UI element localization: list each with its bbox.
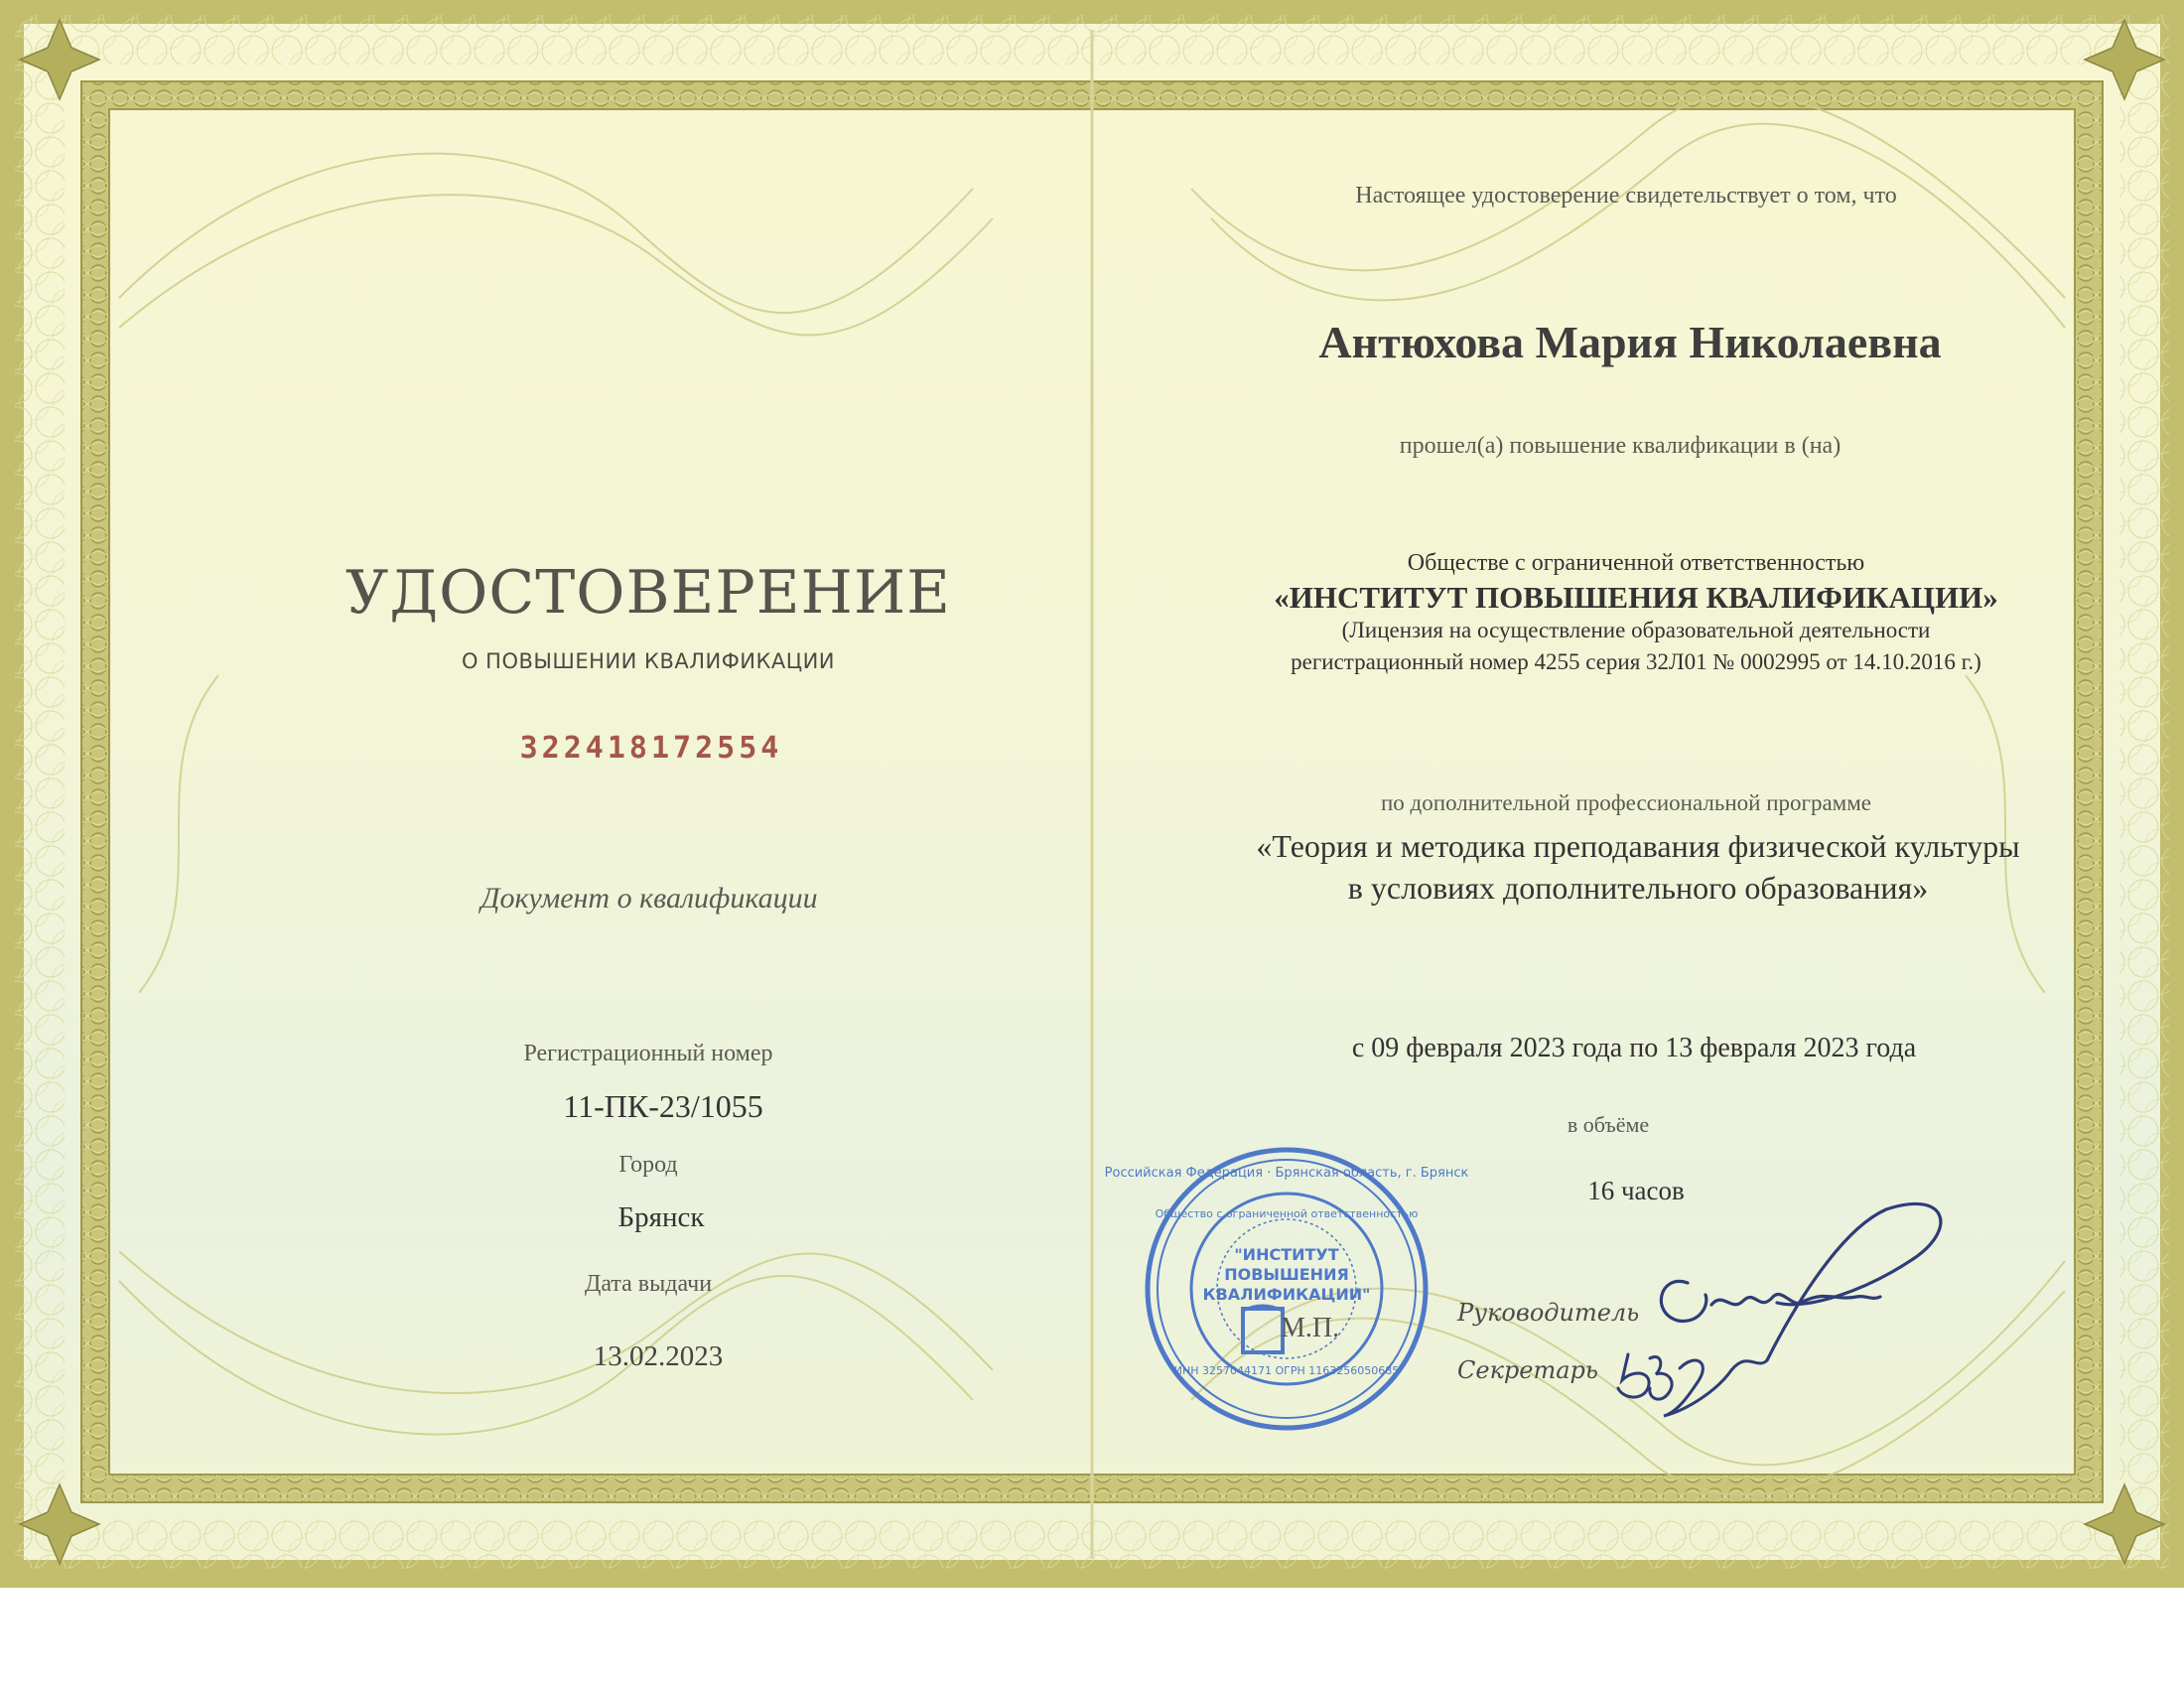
stamp-ids: ИНН 3257044171 ОГРН 1163256050685 — [1173, 1364, 1400, 1377]
document-type: Документ о квалификации — [480, 882, 818, 914]
license-line-1: (Лицензия на осуществление образовательной деятельности — [1341, 618, 1931, 642]
stamp-center-line-2: ПОВЫШЕНИЯ — [1224, 1265, 1349, 1284]
registration-number: 11-ПК-23/1055 — [563, 1088, 763, 1124]
license-line-2: регистрационный номер 4255 серия 32Л01 № 0002995 от 14.10.2016 г.) — [1291, 649, 1981, 674]
volume-value: 16 часов — [1587, 1176, 1685, 1205]
document-subtitle: О ПОВЫШЕНИИ КВАЛИФИКАЦИИ — [461, 649, 836, 673]
registration-label: Регистрационный номер — [523, 1041, 773, 1066]
city-value: Брянск — [617, 1201, 705, 1233]
program-name-line-2: в условиях дополнительного образования» — [1347, 870, 1929, 906]
program-label: по дополнительной профессиональной программе — [1381, 790, 1871, 815]
volume-label: в объёме — [1567, 1112, 1650, 1137]
org-name: «ИНСТИТУТ ПОВЫШЕНИЯ КВАЛИФИКАЦИИ» — [1274, 580, 1998, 615]
passed-text: прошел(а) повышение квалификации в (на) — [1399, 433, 1842, 459]
city-label: Город — [618, 1152, 678, 1178]
training-period: с 09 февраля 2023 года по 13 февраля 2023 года — [1351, 1033, 1917, 1063]
stamp-center-line-1: "ИНСТИТУТ — [1234, 1245, 1339, 1264]
stamp-center-line-3: КВАЛИФИКАЦИИ" — [1202, 1285, 1371, 1304]
holder-full-name: Антюхова Мария Николаевна — [1318, 317, 1942, 367]
program-name-line-1: «Теория и методика преподавания физической культуры — [1256, 828, 2020, 864]
serial-number: 322418172554 — [519, 731, 783, 766]
seal-place-mark: М.П. — [1281, 1313, 1340, 1343]
document-title: УДОСТОВЕРЕНИЕ — [345, 558, 951, 628]
stamp-outer-text: Российская Федерация · Брянская область, г. Брянск — [1104, 1166, 1469, 1181]
issue-date-value: 13.02.2023 — [593, 1340, 724, 1372]
secretary-label: Секретарь — [1457, 1356, 1598, 1384]
intro-text: Настоящее удостоверение свидетельствует о том, что — [1355, 183, 1897, 209]
head-label: Руководитель — [1457, 1299, 1640, 1327]
org-legal-form: Обществе с ограниченной ответственностью — [1407, 550, 1865, 576]
stamp-inner-text: Общество с ограниченной ответственностью — [1155, 1207, 1419, 1220]
issue-date-label: Дата выдачи — [584, 1271, 713, 1297]
